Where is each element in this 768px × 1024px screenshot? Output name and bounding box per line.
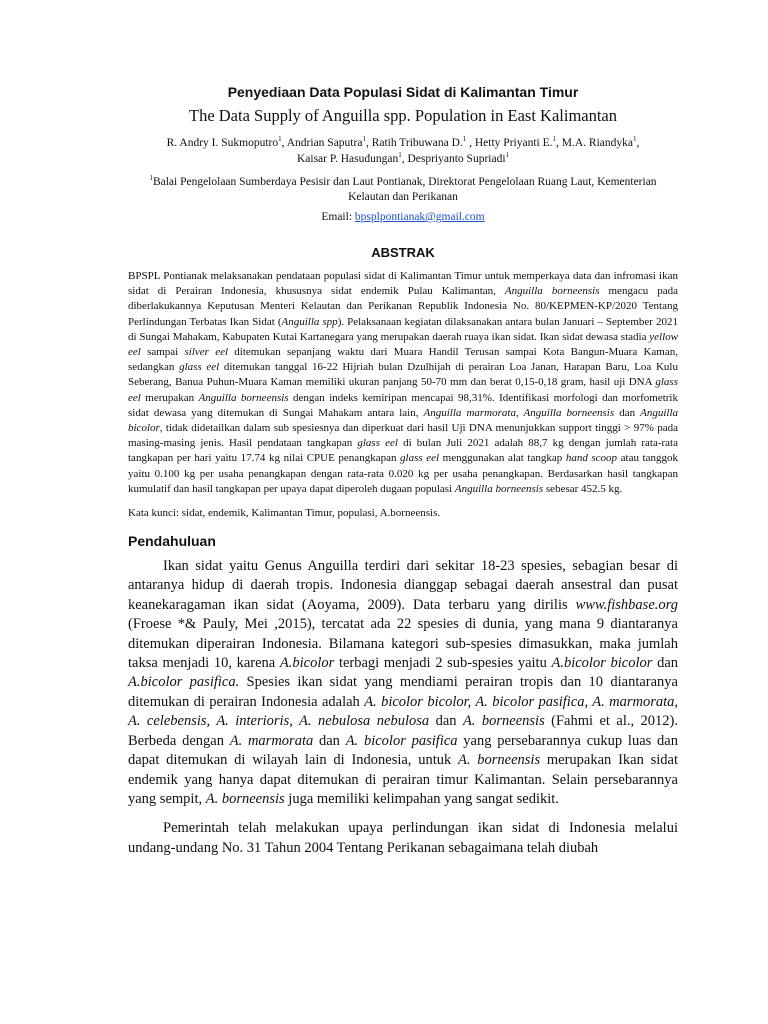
author-name: R. Andry I. Sukmoputro: [166, 137, 279, 149]
italic-text: A. bicolor bicolor, A. bicolor pasifica, A. marmorata, A. celebensis, A. interioris, A. nebulosa nebulosa: [128, 693, 678, 730]
text-run: yang persebarannya cukup luas dan dapat ditemukan di wilayah lain di Indonesia, untuk: [128, 732, 678, 769]
italic-text: glass eel: [400, 452, 440, 465]
text-run: Pemerintah telah melakukan upaya perlindungan ikan sidat di Indonesia melalui undang-undang No. 31 Tahun 2004 Tentang Perikanan sebagaimana telah diubah: [128, 820, 678, 856]
author-separator: ,: [401, 153, 408, 165]
author-line-1: [128, 135, 678, 151]
body-paragraph: [128, 557, 678, 809]
body-paragraph: [128, 819, 678, 858]
author-affiliation-sup: 1: [552, 135, 556, 144]
author-affiliation-sup: 1: [362, 135, 366, 144]
author-name: M.A. Riandyka: [561, 137, 633, 149]
italic-text: Anguilla spp: [281, 315, 338, 328]
author-separator: ,: [365, 137, 372, 149]
text-run: ditemukan sepanjang waktu dari Muara Handil Terusan sampai Kota Bangun-Muara Kaman, sedangkan: [128, 346, 678, 374]
author-separator: ,: [466, 137, 475, 149]
italic-text: A. marmorata: [229, 732, 314, 749]
text-run: atau tanggok yaitu 0.100 kg per usaha penangkapan dengan rata-rata 0.020 kg per usaha penangkapan. Berdasarkan hasil tangkapan kumulatif dan hasil tangkapan per upaya dapat diperoleh dugaan populasi: [128, 452, 678, 495]
affiliation: [128, 175, 678, 205]
text-run: , tidak didetailkan dalam sub spesiesnya dan diperkuat dari hasil Uji DNA menunjukkan support tinggi > 97% pada masing-masing jenis. Hasil pendataan tangkapan: [128, 422, 678, 450]
italic-text: www.fishbase.org: [575, 596, 678, 613]
affiliation-sup: 1: [149, 174, 153, 183]
text-run: (Froese *& Pauly, Mei ,2015), tercatat ada 22 spesies di dunia, yang mana 9 diantaranya ditemukan diperairan Indonesia. Bilamana kategori sub-spesies dimasukkan, maka jumlah taksa menjadi 10, karena: [128, 616, 678, 672]
text-run: Spesies ikan sidat yang mendiami perairan tropis dan 10 diantaranya ditemukan di perairan Indonesia adalah: [128, 674, 678, 710]
text-run: sebesar 452.5 kg.: [543, 482, 623, 495]
italic-text: Anguilla marmorata, Anguilla borneensis: [423, 406, 615, 419]
italic-text: glass eel: [179, 361, 220, 374]
paper-content: [128, 84, 678, 858]
author-name: Hetty Priyanti E.: [474, 137, 553, 149]
italic-text: A.bicolor pasifica.: [128, 674, 240, 691]
text-run: merupakan: [140, 391, 199, 404]
italic-text: Anguilla borneensis: [504, 285, 600, 298]
author-separator: ,: [636, 137, 640, 149]
italic-text: A. borneensis: [205, 790, 285, 807]
text-run: dan: [614, 406, 641, 419]
keywords: Kata kunci: sidat, endemik, Kalimantan Timur, populasi, A.borneensis.: [128, 507, 441, 520]
author-affiliation-sup: 1: [505, 151, 510, 160]
author-affiliation-sup: 1: [398, 151, 402, 160]
italic-text: A. borneensis: [462, 713, 545, 730]
italic-text: yellow eel: [128, 330, 678, 359]
text-run: dan: [313, 732, 346, 749]
italic-text: Anguilla borneensis: [198, 391, 289, 404]
italic-text: A.bicolor bicolor: [551, 655, 653, 672]
text-run: ditemukan tanggal 16-22 Hijriah bulan Dzulhijah di perairan Loa Janan, Harapan Baru, Loa Kulu Seberang, Banua Puhun-Muara Kaman memiliki ukuran panjang 50-70 mm dan berat 0,15-0,18 gram, hasil uji DNA: [128, 361, 678, 389]
italic-text: glass eel: [128, 376, 678, 404]
italic-text: Anguilla borneensis: [454, 482, 544, 495]
italic-text: Anguilla bicolor: [128, 406, 679, 435]
text-run: di bulan Juli 2021 adalah 88,7 kg dengan jumlah rata-rata tangkapan per hari yaitu 17.74 kg nilai CPUE penangkapan: [128, 437, 678, 465]
text-run: (Fahmi et al., 2012). Berbeda dengan: [128, 713, 679, 749]
author-separator: ,: [281, 137, 287, 149]
text-run: juga memiliki kelimpahan yang sangat sedikit.: [284, 790, 559, 807]
author-line-2: [128, 151, 678, 167]
italic-text: A.bicolor: [279, 655, 335, 672]
text-run: menggunakan alat tangkap: [439, 452, 566, 465]
author-affiliation-sup: 1: [632, 135, 637, 144]
section-body: [128, 557, 678, 858]
abstract-heading: ABSTRAK: [371, 245, 435, 260]
text-run: BPSPL Pontianak melaksanakan pendataan populasi sidat di Kalimantan Timur untuk memperkaya data dan infromasi ikan sidat di Perairan Indonesia, khususnya sidat endemik Pulau Kalimantan,: [128, 270, 678, 298]
author-name: Andrian Saputra: [286, 137, 363, 149]
author-name: Ratih Tribuwana D.: [371, 137, 463, 149]
text-run: Ikan sidat yaitu Genus Anguilla terdiri dari sekitar 18-23 spesies, sebagian besar di antaranya hidup di daerah tropis. Indonesia dianggap sebagai daerah ansestral dan pusat keanekaragaman ikan sidat (Aoyama, 2009). Data terbaru yang dirilis: [128, 558, 678, 613]
author-affiliation-sup: 1: [278, 135, 282, 144]
author-separator: ,: [556, 137, 562, 149]
text-run: dan: [429, 713, 463, 730]
paper-title-english: The Data Supply of Anguilla spp. Population in East Kalimantan: [188, 106, 618, 125]
text-run: ). Pelaksanaan kegiatan dilaksanakan antara bulan Januari – September 2021 di Sungai Mahakam, Kabupaten Kutai Kartanegara yang merupakan daerah ruaya ikan sidat. Ikan sidat dewasa stadia: [128, 315, 678, 343]
italic-text: A. borneensis: [458, 752, 541, 769]
section-heading: Pendahuluan: [128, 533, 216, 550]
abstract-text: [128, 269, 678, 497]
author-list: [128, 135, 678, 167]
author-name: Kaisar P. Hasudungan: [296, 153, 399, 165]
author-name: Despriyanto Supriadi: [407, 153, 506, 165]
text-run: merupakan Ikan sidat endemik yang hanya dapat ditemukan di perairan timur Kalimantan. Selain persebarannya yang sempit,: [128, 752, 678, 807]
italic-text: A. bicolor pasifica: [345, 732, 458, 749]
italic-text: hand scoop: [565, 452, 618, 465]
text-run: dan: [652, 655, 678, 672]
text-run: dengan indeks kemiripan mencapai 98,31%. Identifikasi morfologi dan morfometrik sidat dewasa yang ditemukan di Sungai Mahakam antara lain,: [128, 391, 678, 419]
paper-title-indonesian: Penyediaan Data Populasi Sidat di Kalimantan Timur: [227, 84, 579, 100]
text-run: sampai: [140, 346, 185, 359]
italic-text: silver eel: [184, 346, 229, 359]
email-link[interactable]: bpsplpontianak@gmail.com: [354, 211, 485, 223]
email-label: Email:: [321, 211, 355, 223]
text-run: terbagi menjadi 2 sub-spesies yaitu: [334, 655, 552, 672]
author-affiliation-sup: 1: [462, 135, 467, 144]
text-run: mengacu pada diberlakukannya Keputusan Menteri Kelautan dan Perikanan Republik Indonesia No. 80/KEPMEN-KP/2020 Tentang Perlindungan Terbatas Ikan Sidat (: [128, 285, 678, 328]
italic-text: glass eel: [357, 437, 398, 450]
affiliation-text: Balai Pengelolaan Sumberdaya Pesisir dan Laut Pontianak, Direktorat Pengelolaan Ruang Laut, Kementerian Kelautan dan Perikanan: [152, 176, 657, 203]
email-line: [128, 211, 678, 223]
